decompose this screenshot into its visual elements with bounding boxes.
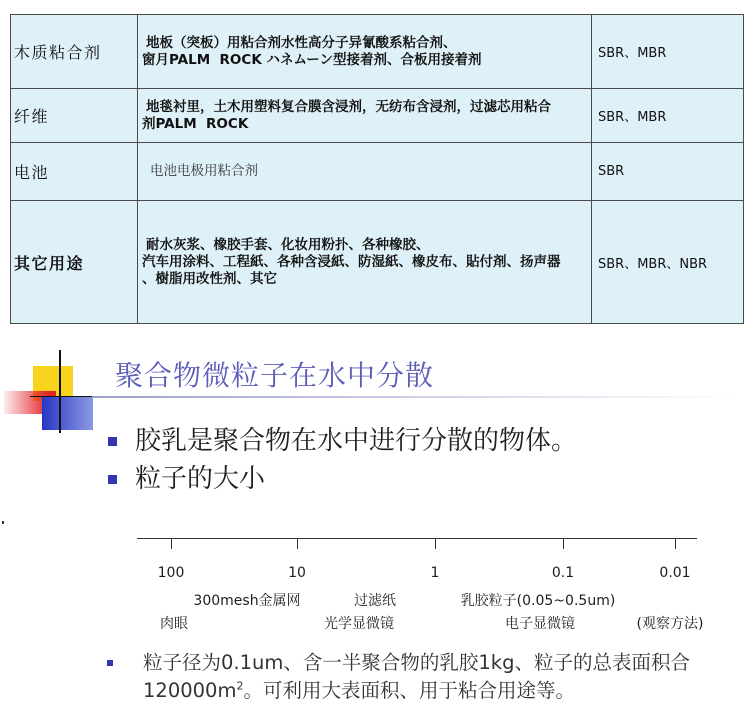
category-cell: 纤维 (11, 89, 138, 143)
category-cell: 木质粘合剂 (11, 15, 138, 89)
application-cell (138, 89, 592, 143)
vertical-rule-decoration (59, 350, 61, 433)
observation-method-label: (观察方法) (636, 616, 704, 632)
application-line: 耐水灰浆、橡胶手套、化妆用粉扑、各种橡胶、 (146, 236, 430, 253)
observation-method-label: 电子显微镜 (505, 616, 575, 632)
horizontal-rule-decoration (30, 396, 92, 397)
latex-type-cell: SBR、MBR、NBR (592, 201, 744, 324)
observation-method-label: 肉眼 (160, 616, 188, 632)
note-area-superscript: 2 (236, 679, 244, 693)
latex-application-table (10, 14, 744, 324)
bullet-text: 胶乳是聚合物在水中进行分散的物体。 (135, 426, 578, 456)
latex-type-cell: SBR、MBR (592, 89, 744, 143)
scale-example-label: 过滤纸 (354, 593, 396, 609)
square-bullet-icon (108, 437, 117, 446)
application-line: 剂PALM ROCK (142, 115, 249, 132)
title-underline (92, 396, 740, 398)
observation-method-label: 光学显微镜 (324, 616, 394, 632)
scale-tick (171, 538, 172, 549)
table-row (11, 143, 744, 201)
category-cell: 电池 (11, 143, 138, 201)
note-rest-text: 。可利用大表面积、用于粘合用途等。 (243, 679, 575, 702)
scale-tick-label: 10 (288, 565, 306, 581)
scale-tick-label: 0.1 (551, 565, 575, 581)
application-cell (138, 201, 592, 324)
note-line (143, 678, 575, 704)
scale-tick-label: 1 (430, 565, 440, 581)
scale-example-label: 乳胶粒子(0.05~0.5um) (460, 593, 616, 609)
application-cell (138, 15, 592, 89)
slide-title: 聚合物微粒子在水中分散 (115, 359, 435, 392)
note-area-value: 120000m (143, 679, 237, 702)
scale-tick (297, 538, 298, 549)
application-line: 窗月PALM ROCK ハネムーン型接着剂、合板用接着剂 (142, 51, 482, 68)
bullet-text: 粒子的大小 (135, 464, 266, 494)
latex-type-cell: SBR (592, 143, 744, 201)
application-cell (138, 143, 592, 201)
scale-tick-label: 100 (157, 565, 185, 581)
note-line: 粒子径为0.1um、含一半聚合物的乳胶1kg、粒子的总表面积合 (143, 651, 690, 674)
scale-tick-label: 0.01 (659, 565, 691, 581)
scale-tick (435, 538, 436, 549)
stray-mark (2, 521, 4, 524)
square-bullet-icon (108, 475, 117, 484)
application-line: 、樹脂用改性剂、其它 (142, 270, 277, 287)
category-cell: 其它用途 (11, 201, 138, 324)
table-row (11, 15, 744, 89)
application-line: 地毯衬里，土木用塑料复合膜含浸剂，无纺布含浸剂，过滤芯用粘合 (146, 98, 551, 115)
latex-type-cell: SBR、MBR (592, 15, 744, 89)
scale-tick (675, 538, 676, 549)
application-line: 电池电极用粘合剂 (150, 163, 258, 179)
application-line: 地板（突板）用粘合剂水性高分子异氰酸系粘合剂、 (146, 34, 457, 51)
size-scale-axis (137, 538, 697, 539)
blue-square-decoration (42, 396, 93, 430)
scale-tick (563, 538, 564, 549)
scale-example-label: 300mesh金属网 (193, 593, 301, 609)
table-row (11, 89, 744, 143)
application-line: 汽车用涂料、工程紙、各种含浸紙、防湿紙、橡皮布、貼付剤、扬声器 (142, 253, 561, 270)
square-bullet-icon (107, 660, 113, 666)
table-row (11, 201, 744, 324)
